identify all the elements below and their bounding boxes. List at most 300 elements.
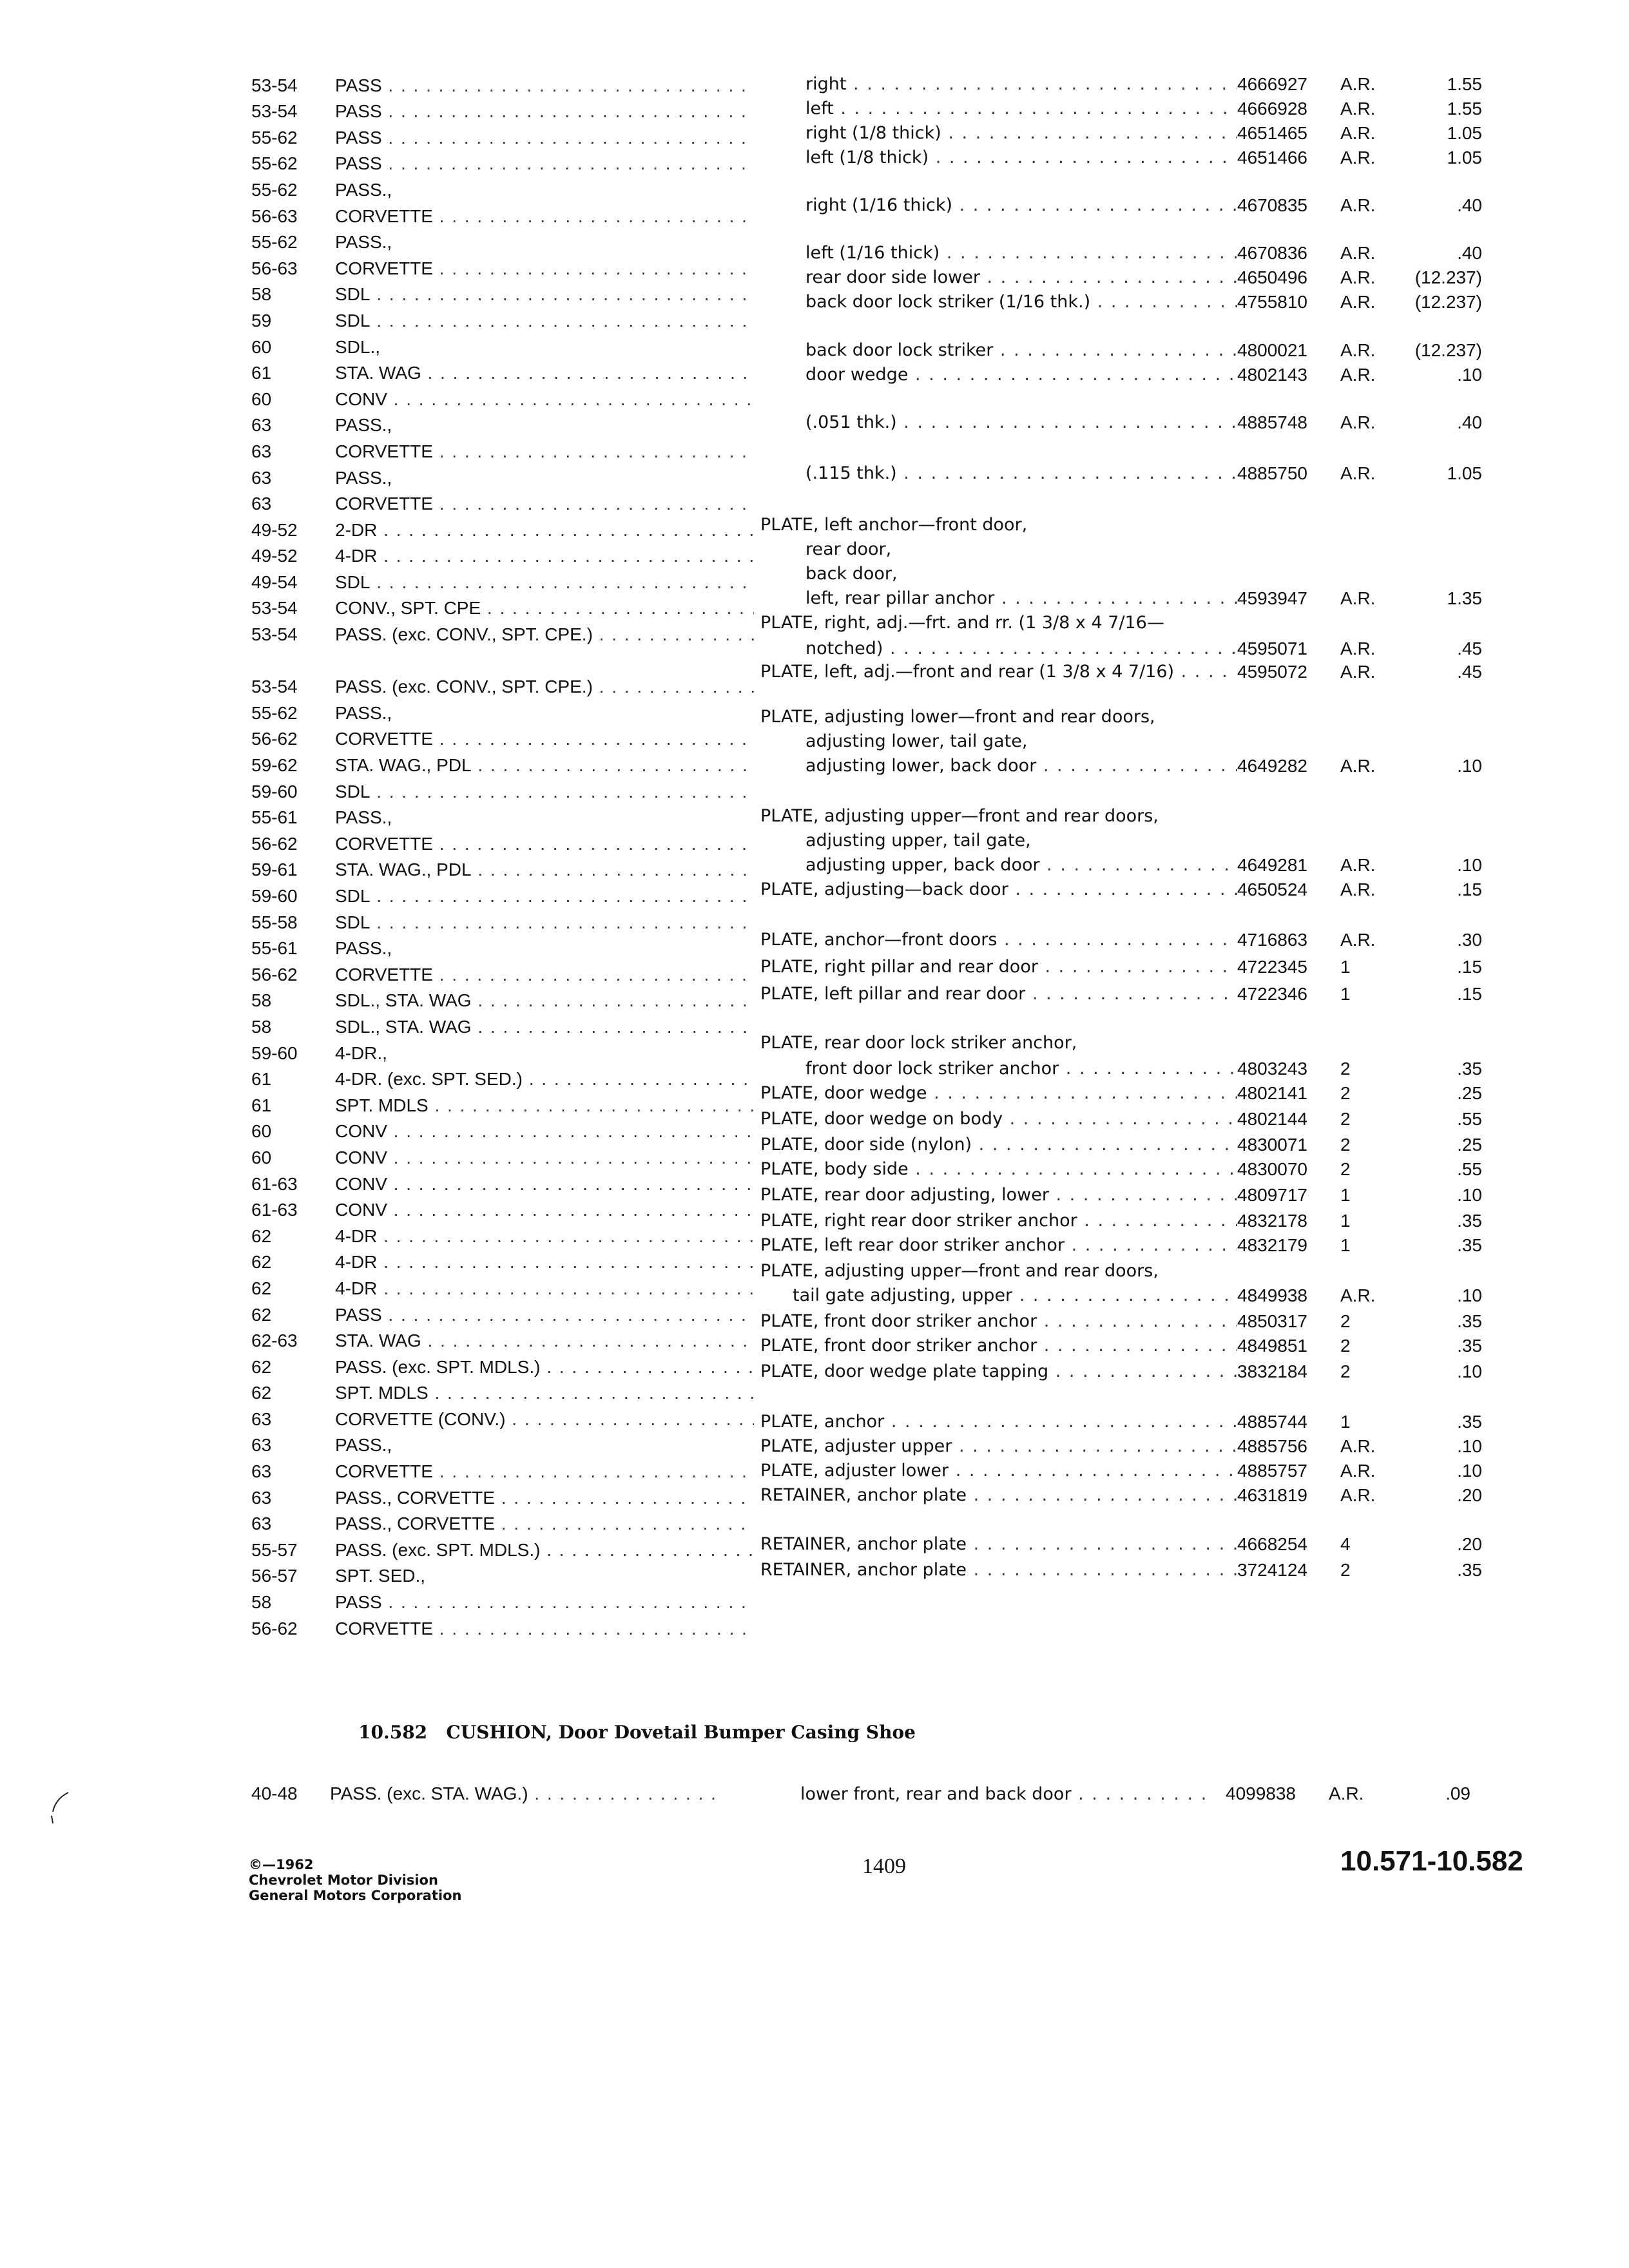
left-row	[251, 880, 754, 907]
part-description: right (1/8 thick) . . .	[760, 123, 1237, 144]
left-row	[251, 279, 754, 305]
model-years: 63	[251, 1408, 272, 1429]
quantity: A.R.	[1340, 412, 1376, 432]
part-number: 4802143	[1237, 365, 1308, 385]
model-name: SDL . . .	[335, 912, 754, 933]
part-row	[760, 412, 1482, 433]
price: .40	[1457, 412, 1482, 432]
model-years: 59-60	[251, 1043, 298, 1063]
model-name: CONV . . .	[335, 1121, 754, 1142]
part-number: 4649282	[1237, 756, 1308, 776]
part-row	[760, 957, 1482, 977]
part-number: 4850317	[1237, 1311, 1308, 1331]
left-row	[251, 200, 754, 227]
left-row	[251, 1195, 754, 1221]
left-row	[251, 593, 754, 619]
part-number: 4651466	[1237, 148, 1308, 168]
part-description: PLATE, body side . . .	[760, 1159, 1237, 1180]
part-description: left . . .	[760, 99, 1237, 119]
part-row	[760, 930, 1482, 950]
part-description: right (1/16 thick) . . .	[760, 195, 1237, 216]
model-name: PASS. (exc. CONV., SPT. CPE.) . . .	[335, 677, 754, 697]
model-years: 55-57	[251, 1539, 298, 1560]
section-title: CUSHION, Door Dovetail Bumper Casing Shoe	[446, 1722, 916, 1743]
left-row	[251, 331, 754, 358]
price: (12.237)	[1414, 292, 1482, 312]
price: 1.05	[1447, 123, 1482, 143]
part-row	[760, 1485, 1482, 1506]
quantity: A.R.	[1340, 639, 1376, 658]
left-row	[251, 1142, 754, 1168]
quantity: A.R.	[1340, 879, 1376, 899]
price: 1.05	[1447, 463, 1482, 483]
part-number: 4670836	[1237, 243, 1308, 263]
left-row	[251, 959, 754, 985]
left-row	[251, 1220, 754, 1247]
left-row	[251, 828, 754, 854]
price: .20	[1457, 1534, 1482, 1554]
model-name: STA. WAG., PDL . . .	[335, 860, 754, 880]
quantity: 1	[1340, 1185, 1351, 1205]
left-row	[251, 70, 754, 96]
model-years: 63	[251, 441, 272, 461]
model-name: 4-DR . . .	[335, 1278, 754, 1299]
price: .15	[1457, 957, 1482, 977]
model-years: 60	[251, 389, 272, 409]
section-row-model: PASS. (exc. STA. WAG.) . . .	[330, 1783, 724, 1804]
part-row	[760, 1185, 1482, 1206]
left-row	[251, 1508, 754, 1535]
model-years: 61	[251, 1095, 272, 1115]
part-description: left (1/16 thick) . . .	[760, 243, 1237, 264]
part-row	[760, 365, 1482, 385]
model-years: 56-62	[251, 833, 298, 854]
model-years: 61	[251, 363, 272, 383]
price: .10	[1457, 365, 1482, 385]
part-row	[760, 613, 1482, 633]
price: .35	[1457, 1311, 1482, 1331]
left-row	[251, 541, 754, 567]
model-name: PASS. (exc. CONV., SPT. CPE.) . . .	[335, 624, 754, 645]
model-years: 56-63	[251, 258, 298, 278]
quantity: 1	[1340, 984, 1351, 1004]
model-years: 61	[251, 1069, 272, 1090]
part-row	[760, 1083, 1482, 1104]
left-row	[251, 174, 754, 200]
model-name: PASS.,	[335, 415, 392, 436]
left-row	[251, 697, 754, 724]
price: .40	[1457, 195, 1482, 215]
quantity: A.R.	[1340, 1436, 1376, 1456]
part-number: 4802144	[1237, 1109, 1308, 1129]
model-years: 59-60	[251, 781, 298, 802]
part-description: adjusting upper, back door . . .	[760, 855, 1237, 876]
model-years: 55-61	[251, 938, 298, 959]
model-years: 60	[251, 1121, 272, 1142]
part-description: PLATE, door wedge . . .	[760, 1083, 1237, 1104]
part-number: 4670835	[1237, 195, 1308, 215]
price: .45	[1457, 639, 1482, 658]
division-name: Chevrolet Motor Division	[249, 1872, 438, 1888]
price: .10	[1457, 1361, 1482, 1381]
part-row	[760, 588, 1482, 609]
quantity: A.R.	[1340, 588, 1376, 608]
left-row	[251, 776, 754, 802]
left-row	[251, 1456, 754, 1482]
part-description: PLATE, anchor . . .	[760, 1412, 1237, 1432]
part-description: adjusting lower, tail gate,	[805, 731, 1028, 751]
part-row	[760, 1261, 1482, 1282]
model-years: 55-62	[251, 153, 298, 174]
part-description: left, rear pillar anchor . . .	[760, 588, 1237, 609]
model-name: 4-DR . . .	[335, 546, 754, 566]
model-years: 56-62	[251, 729, 298, 749]
model-name: PASS . . .	[335, 1305, 754, 1325]
corporation-name: General Motors Corporation	[249, 1888, 462, 1903]
model-name: SDL . . .	[335, 572, 754, 593]
part-row	[760, 1534, 1482, 1555]
model-years: 62	[251, 1278, 272, 1298]
part-description: RETAINER, anchor plate . . .	[760, 1560, 1237, 1581]
part-description: PLATE, adjusting lower—front and rear doors,	[760, 707, 1155, 727]
left-row	[251, 1534, 754, 1561]
part-row	[760, 639, 1482, 659]
part-number: 4802141	[1237, 1083, 1308, 1103]
part-row	[760, 99, 1482, 119]
model-name: PASS., CORVETTE . . .	[335, 1488, 754, 1508]
price: .30	[1457, 930, 1482, 950]
part-description: PLATE, left anchor—front door,	[760, 515, 1028, 535]
left-row	[251, 671, 754, 698]
part-number: 4885744	[1237, 1412, 1308, 1432]
part-description: PLATE, adjuster upper . . .	[760, 1436, 1237, 1457]
part-number: 4668254	[1237, 1534, 1308, 1554]
part-description: back door,	[805, 564, 898, 584]
left-row	[251, 1378, 754, 1404]
part-row	[760, 731, 1482, 752]
part-row	[760, 1235, 1482, 1256]
model-years: 56-57	[251, 1566, 298, 1586]
quantity: A.R.	[1340, 148, 1376, 168]
left-row	[251, 1273, 754, 1299]
part-description: PLATE, door wedge on body . . .	[760, 1109, 1237, 1129]
quantity: A.R.	[1340, 756, 1376, 776]
quantity: 2	[1340, 1159, 1351, 1179]
part-row	[760, 1361, 1482, 1382]
left-row	[251, 566, 754, 593]
left-row	[251, 1325, 754, 1352]
model-name: 4-DR.,	[335, 1043, 387, 1063]
left-row	[251, 1482, 754, 1508]
quantity: A.R.	[1340, 267, 1376, 287]
model-years: 53-54	[251, 677, 298, 697]
part-description: (.115 thk.) . . .	[760, 463, 1237, 484]
model-name: CORVETTE . . .	[335, 441, 754, 462]
model-name: PASS.,	[335, 807, 392, 828]
quantity: 2	[1340, 1109, 1351, 1129]
part-row	[760, 564, 1482, 584]
part-description: PLATE, adjuster lower . . .	[760, 1461, 1237, 1481]
part-description: PLATE, door side (nylon) . . .	[760, 1135, 1237, 1155]
left-row	[251, 619, 754, 645]
left-row	[251, 1064, 754, 1090]
model-name: STA. WAG . . .	[335, 1331, 754, 1351]
model-name: 4-DR . . .	[335, 1226, 754, 1247]
model-years: 59-60	[251, 886, 298, 906]
quantity: A.R.	[1340, 99, 1376, 119]
price: .10	[1457, 756, 1482, 776]
section-row-part: 4099838	[1226, 1783, 1296, 1803]
model-years: 61-63	[251, 1200, 298, 1220]
part-number: 4631819	[1237, 1485, 1308, 1505]
model-name: CORVETTE . . .	[335, 965, 754, 985]
section-heading	[358, 1722, 916, 1743]
price: 1.55	[1447, 99, 1482, 119]
left-row	[251, 802, 754, 829]
quantity: 2	[1340, 1560, 1351, 1580]
part-description: PLATE, right, adj.—frt. and rr. (1 3/8 x 4 7/16—	[760, 613, 1164, 633]
left-row	[251, 749, 754, 776]
left-row	[251, 383, 754, 410]
price: .55	[1457, 1159, 1482, 1179]
price: 1.05	[1447, 148, 1482, 168]
left-row	[251, 305, 754, 331]
part-number: 4885748	[1237, 412, 1308, 432]
part-row	[760, 292, 1482, 312]
part-description: PLATE, adjusting upper—front and rear doors,	[760, 806, 1159, 826]
model-name: SPT. SED.,	[335, 1566, 426, 1586]
model-name: STA. WAG . . .	[335, 363, 754, 383]
price: .35	[1457, 1412, 1482, 1432]
part-number: 4722346	[1237, 984, 1308, 1004]
part-number: 4650496	[1237, 267, 1308, 287]
model-name: CORVETTE . . .	[335, 834, 754, 854]
model-years: 63	[251, 1514, 272, 1534]
model-name: CORVETTE . . .	[335, 729, 754, 749]
model-years: 62-63	[251, 1331, 298, 1351]
part-description: back door lock striker . . .	[760, 340, 1237, 361]
part-number: 4849938	[1237, 1285, 1308, 1305]
quantity: A.R.	[1340, 195, 1376, 215]
model-years: 56-62	[251, 964, 298, 985]
model-name: CONV., SPT. CPE . . .	[335, 598, 754, 619]
quantity: 2	[1340, 1083, 1351, 1103]
part-row	[760, 1311, 1482, 1332]
part-row	[760, 123, 1482, 144]
model-years: 59	[251, 310, 272, 331]
part-row	[760, 1059, 1482, 1079]
part-description: back door lock striker (1/16 thk.) . . .	[760, 292, 1237, 312]
part-description: PLATE, adjusting—back door . . .	[760, 879, 1237, 900]
model-name: PASS . . .	[335, 153, 754, 174]
model-name: 2-DR . . .	[335, 520, 754, 541]
left-row	[251, 1403, 754, 1430]
part-description: front door lock striker anchor . . .	[760, 1059, 1237, 1079]
part-description: PLATE, front door striker anchor . . .	[760, 1336, 1237, 1356]
model-years: 63	[251, 1487, 272, 1508]
model-years: 63	[251, 1435, 272, 1456]
quantity: A.R.	[1340, 463, 1376, 483]
part-description: PLATE, front door striker anchor . . .	[760, 1311, 1237, 1332]
page-number: 1409	[862, 1854, 906, 1878]
part-row	[760, 1336, 1482, 1356]
margin-mark-icon	[46, 1790, 72, 1829]
model-years: 53-54	[251, 624, 298, 645]
model-years: 58	[251, 990, 272, 1011]
model-name: CORVETTE . . .	[335, 1619, 754, 1639]
model-years: 56-62	[251, 1618, 298, 1639]
model-years: 63	[251, 1461, 272, 1482]
section-row-desc: lower front, rear and back door . . .	[800, 1784, 1211, 1804]
left-row	[251, 985, 754, 1012]
model-name: CONV . . .	[335, 1148, 754, 1168]
part-description: RETAINER, anchor plate . . .	[760, 1485, 1237, 1506]
left-row	[251, 854, 754, 881]
model-years: 49-52	[251, 519, 298, 540]
part-row	[760, 1436, 1482, 1457]
left-row	[251, 96, 754, 122]
part-row	[760, 831, 1482, 851]
part-number: 4666928	[1237, 99, 1308, 119]
model-years: 62	[251, 1383, 272, 1403]
left-row	[251, 1430, 754, 1456]
quantity: 2	[1340, 1336, 1351, 1356]
part-number: 4649281	[1237, 855, 1308, 875]
part-description: RETAINER, anchor plate . . .	[760, 1534, 1237, 1555]
part-description: door wedge . . .	[760, 365, 1237, 385]
part-description: rear door side lower . . .	[760, 267, 1237, 288]
part-description: PLATE, door wedge plate tapping . . .	[760, 1361, 1237, 1382]
model-name: SDL.,	[335, 336, 381, 357]
model-years: 62	[251, 1304, 272, 1325]
part-number: 4595071	[1237, 639, 1308, 658]
model-years: 59-62	[251, 755, 298, 776]
model-name: SDL . . .	[335, 311, 754, 331]
model-years: 55-62	[251, 179, 298, 200]
model-name: PASS.,	[335, 1435, 392, 1456]
model-name: STA. WAG., PDL . . .	[335, 755, 754, 776]
quantity: A.R.	[1340, 365, 1376, 385]
part-number: 4595072	[1237, 662, 1308, 682]
part-row	[760, 539, 1482, 560]
part-row	[760, 984, 1482, 1004]
section-range: 10.571-10.582	[1340, 1845, 1523, 1877]
model-years: 58	[251, 1016, 272, 1037]
part-number: 4830071	[1237, 1135, 1308, 1155]
part-number: 4849851	[1237, 1336, 1308, 1356]
part-description: PLATE, left, adj.—front and rear (1 3/8 x 4 7/16) . . .	[760, 662, 1237, 682]
left-row	[251, 410, 754, 436]
model-name: CORVETTE (CONV.) . . .	[335, 1409, 754, 1430]
model-name: PASS. (exc. SPT. MDLS.) . . .	[335, 1540, 754, 1561]
left-row	[251, 1299, 754, 1325]
footer-copyright	[249, 1857, 461, 1903]
part-row	[760, 195, 1482, 216]
model-name: PASS . . .	[335, 128, 754, 148]
model-years: 55-62	[251, 702, 298, 723]
section-number: 10.582	[358, 1722, 428, 1743]
part-number: 4885750	[1237, 463, 1308, 483]
quantity: A.R.	[1340, 123, 1376, 143]
left-row	[251, 462, 754, 488]
model-name: PASS.,	[335, 467, 392, 488]
left-row	[251, 645, 754, 671]
model-years: 55-58	[251, 912, 298, 932]
quantity: 4	[1340, 1534, 1351, 1554]
model-name: CONV . . .	[335, 1174, 754, 1195]
part-row	[760, 1412, 1482, 1432]
quantity: 1	[1340, 1412, 1351, 1432]
model-name: SDL., STA. WAG . . .	[335, 1017, 754, 1037]
part-description: PLATE, rear door adjusting, lower . . .	[760, 1185, 1237, 1206]
part-number: 4666927	[1237, 74, 1308, 94]
model-name: PASS . . .	[335, 101, 754, 122]
model-name: PASS.,	[335, 938, 392, 959]
left-row	[251, 1168, 754, 1195]
part-row	[760, 756, 1482, 776]
model-name: CONV . . .	[335, 1200, 754, 1220]
quantity: 1	[1340, 1235, 1351, 1255]
price: 1.35	[1447, 588, 1482, 608]
model-name: SDL . . .	[335, 284, 754, 305]
price: .10	[1457, 855, 1482, 875]
model-years: 58	[251, 284, 272, 305]
part-number: 4593947	[1237, 588, 1308, 608]
part-description: notched) . . .	[760, 639, 1237, 659]
price: .15	[1457, 879, 1482, 899]
model-years: 53-54	[251, 598, 298, 619]
model-years: 63	[251, 467, 272, 488]
price: .35	[1457, 1059, 1482, 1079]
part-number: 4885756	[1237, 1436, 1308, 1456]
left-row	[251, 253, 754, 279]
part-description: PLATE, left rear door striker anchor . . .	[760, 1235, 1237, 1256]
part-row	[760, 1560, 1482, 1581]
part-number: 4832178	[1237, 1211, 1308, 1231]
quantity: A.R.	[1340, 74, 1376, 94]
part-number: 4803243	[1237, 1059, 1308, 1079]
model-years: 63	[251, 415, 272, 436]
price: .35	[1457, 1211, 1482, 1231]
part-row	[760, 515, 1482, 535]
model-name: CORVETTE . . .	[335, 1461, 754, 1482]
part-number: 4650524	[1237, 879, 1308, 899]
price: .10	[1457, 1185, 1482, 1205]
part-number: 4832179	[1237, 1235, 1308, 1255]
part-number: 4885757	[1237, 1461, 1308, 1481]
model-name: CORVETTE . . .	[335, 258, 754, 279]
part-description: PLATE, adjusting upper—front and rear doors,	[760, 1261, 1159, 1281]
section-row-qty: A.R.	[1329, 1783, 1364, 1803]
left-row	[251, 933, 754, 959]
quantity: A.R.	[1340, 1285, 1376, 1305]
model-years: 60	[251, 1147, 272, 1168]
quantity: 1	[1340, 1211, 1351, 1231]
part-number: 4755810	[1237, 292, 1308, 312]
part-row	[760, 148, 1482, 168]
section-row	[251, 1783, 1540, 1804]
quantity: A.R.	[1340, 930, 1376, 950]
part-row	[760, 1135, 1482, 1155]
price: .10	[1457, 1436, 1482, 1456]
section-row-years: 40-48	[251, 1783, 298, 1803]
part-description: (.051 thk.) . . .	[760, 412, 1237, 433]
left-row	[251, 1011, 754, 1037]
part-description: tail gate adjusting, upper . . .	[760, 1285, 1237, 1306]
part-row	[760, 879, 1482, 900]
model-years: 62	[251, 1356, 272, 1377]
model-years: 53-54	[251, 75, 298, 95]
